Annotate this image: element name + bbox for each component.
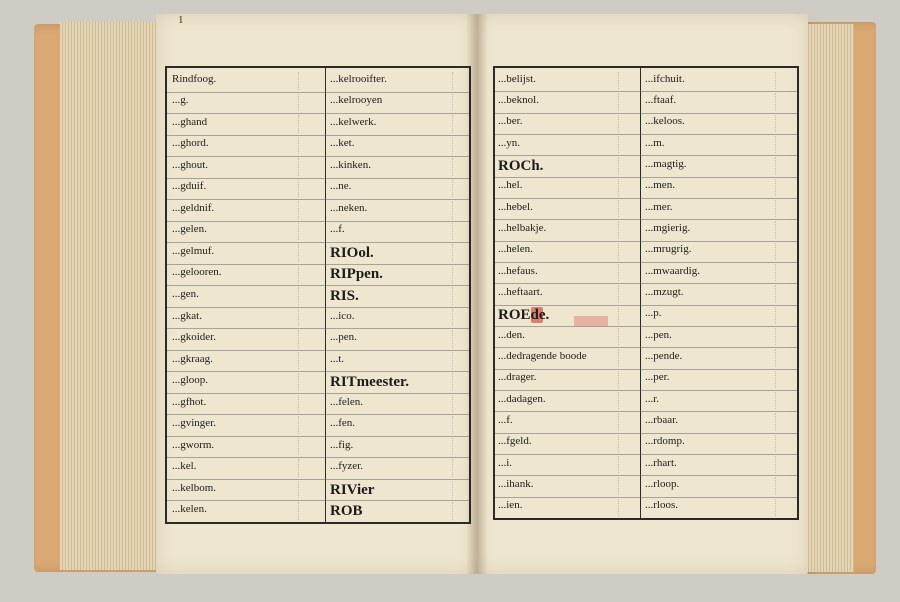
japanese-gloss-mark xyxy=(618,349,633,366)
japanese-gloss-mark xyxy=(452,502,467,520)
dictionary-entry: ROB xyxy=(330,503,363,520)
japanese-gloss-mark xyxy=(618,179,633,196)
japanese-gloss-mark xyxy=(618,392,633,409)
japanese-gloss-mark xyxy=(618,371,633,388)
row-rule xyxy=(167,307,469,308)
row-rule xyxy=(167,328,469,329)
japanese-gloss-mark xyxy=(618,413,633,430)
japanese-gloss-mark xyxy=(298,330,313,348)
dictionary-entry: ...helbakje. xyxy=(498,222,547,234)
row-rule xyxy=(495,305,797,306)
japanese-gloss-mark xyxy=(298,72,313,90)
dictionary-entry: ...ihank. xyxy=(498,478,534,490)
dictionary-entry: ...gworm. xyxy=(172,438,215,451)
page-number: 1 xyxy=(178,14,184,26)
japanese-gloss-mark xyxy=(775,72,790,89)
japanese-gloss-mark xyxy=(775,499,790,516)
dictionary-entry: ...geldnif. xyxy=(172,201,215,214)
japanese-gloss-mark xyxy=(452,115,467,133)
row-rule xyxy=(167,371,469,372)
japanese-gloss-mark xyxy=(452,373,467,391)
japanese-gloss-mark xyxy=(452,352,467,370)
dictionary-entry: ...rhart. xyxy=(645,456,677,469)
row-rule xyxy=(495,411,797,412)
row-rule xyxy=(495,177,797,178)
dictionary-entry: ...pen. xyxy=(330,331,357,344)
dictionary-entry: ...mzugt. xyxy=(645,286,684,298)
row-rule xyxy=(495,219,797,220)
dictionary-entry: ...t. xyxy=(330,352,345,365)
japanese-gloss-mark xyxy=(618,477,633,494)
japanese-gloss-mark xyxy=(298,137,313,155)
row-rule xyxy=(495,113,797,114)
japanese-gloss-mark xyxy=(298,373,313,391)
dictionary-entry: ...rbaar. xyxy=(645,414,678,426)
japanese-gloss-mark xyxy=(775,477,790,494)
dictionary-entry: ...ket. xyxy=(330,137,355,150)
dictionary-entry: ...ghand xyxy=(172,115,208,128)
dictionary-entry: ...keloos. xyxy=(645,115,685,128)
japanese-gloss-mark xyxy=(775,456,790,473)
japanese-gloss-mark xyxy=(298,244,313,262)
dictionary-entry: ...kelrooifter. xyxy=(330,72,387,85)
japanese-gloss-mark xyxy=(452,266,467,284)
dictionary-entry: ...ne. xyxy=(330,180,352,193)
japanese-gloss-mark xyxy=(298,223,313,241)
dictionary-entry: ...gkat. xyxy=(172,309,202,322)
dictionary-entry: ...gen. xyxy=(172,288,199,300)
dictionary-entry: ROEde. xyxy=(498,307,550,324)
dictionary-entry: ...r. xyxy=(645,392,660,405)
dictionary-entry: ...mer. xyxy=(645,200,673,213)
japanese-gloss-mark xyxy=(452,287,467,305)
row-rule xyxy=(167,457,469,458)
page-edges-right xyxy=(806,24,854,572)
japanese-gloss-mark xyxy=(775,349,790,366)
row-rule xyxy=(495,155,797,156)
dictionary-entry: ...ifchuit. xyxy=(645,72,685,85)
dictionary-entry: ...gkoider. xyxy=(172,331,216,344)
dictionary-entry: ...ico. xyxy=(330,309,355,322)
row-rule xyxy=(167,113,469,114)
japanese-gloss-mark xyxy=(618,435,633,452)
japanese-gloss-mark xyxy=(298,502,313,520)
row-rule xyxy=(167,178,469,179)
dictionary-entry: ...pen. xyxy=(645,328,672,341)
japanese-gloss-mark xyxy=(775,371,790,388)
row-rule xyxy=(495,262,797,263)
dictionary-entry: ...hefaus. xyxy=(498,264,538,277)
japanese-gloss-mark xyxy=(618,115,633,132)
row-rule xyxy=(167,393,469,394)
dictionary-entry: ...belijst. xyxy=(498,72,536,85)
dictionary-entry: ...neken. xyxy=(330,201,368,214)
japanese-gloss-mark xyxy=(618,72,633,89)
dictionary-entry: ...yn. xyxy=(498,136,520,149)
japanese-gloss-mark xyxy=(618,264,633,281)
row-rule xyxy=(167,135,469,136)
japanese-gloss-mark xyxy=(298,94,313,112)
japanese-gloss-mark xyxy=(452,416,467,434)
row-rule xyxy=(495,454,797,455)
japanese-gloss-mark xyxy=(452,309,467,327)
japanese-gloss-mark xyxy=(775,307,790,324)
dictionary-entry: ...men. xyxy=(645,179,675,192)
dictionary-entry: ...ghord. xyxy=(172,137,209,150)
dictionary-entry: ...dadagen. xyxy=(498,392,546,405)
dictionary-entry: ...f. xyxy=(330,223,345,236)
row-rule xyxy=(167,242,469,243)
dictionary-entry: ...ien. xyxy=(498,499,523,512)
dictionary-entry: ...rloop. xyxy=(645,478,680,490)
dictionary-entry: ...fgeld. xyxy=(498,435,532,448)
row-rule xyxy=(495,241,797,242)
japanese-gloss-mark xyxy=(618,200,633,217)
red-seal-mark-small xyxy=(574,316,608,326)
japanese-gloss-mark xyxy=(452,137,467,155)
japanese-gloss-mark xyxy=(775,115,790,132)
dictionary-entry: ...rloos. xyxy=(645,499,678,512)
japanese-gloss-mark xyxy=(298,287,313,305)
dictionary-entry: ...p. xyxy=(645,307,662,320)
japanese-gloss-mark xyxy=(618,285,633,302)
japanese-gloss-mark xyxy=(452,395,467,413)
dictionary-entry: ...kelbom. xyxy=(172,481,216,494)
japanese-gloss-mark xyxy=(775,179,790,196)
page-edges-left xyxy=(60,22,160,570)
japanese-gloss-mark xyxy=(298,395,313,413)
japanese-gloss-mark xyxy=(452,459,467,477)
dictionary-entry: ...mgierig. xyxy=(645,222,691,234)
dictionary-entry: ...g. xyxy=(172,94,189,107)
dictionary-entry: ...fig. xyxy=(330,438,354,451)
row-rule xyxy=(495,283,797,284)
dictionary-entry: Rindfoog. xyxy=(172,72,217,85)
japanese-gloss-mark xyxy=(618,456,633,473)
dictionary-entry: ...rdomp. xyxy=(645,435,685,448)
row-rule xyxy=(495,369,797,370)
japanese-gloss-mark xyxy=(618,243,633,260)
japanese-gloss-mark xyxy=(298,180,313,198)
japanese-gloss-mark xyxy=(775,157,790,174)
japanese-gloss-mark xyxy=(775,328,790,345)
dictionary-entry: ...gvinger. xyxy=(172,417,216,430)
japanese-gloss-mark xyxy=(775,93,790,110)
row-rule xyxy=(167,264,469,265)
japanese-gloss-mark xyxy=(775,200,790,217)
row-rule xyxy=(495,326,797,327)
japanese-gloss-mark xyxy=(618,499,633,516)
dictionary-entry: RIS. xyxy=(330,288,359,304)
dictionary-entry: ...m. xyxy=(645,136,665,149)
row-rule xyxy=(495,198,797,199)
dictionary-entry: ...helen. xyxy=(498,243,533,256)
dictionary-entry: ...mrugrig. xyxy=(645,243,692,256)
japanese-gloss-mark xyxy=(775,243,790,260)
dictionary-entry: ...hel. xyxy=(498,179,523,192)
japanese-gloss-mark xyxy=(298,438,313,456)
japanese-gloss-mark xyxy=(775,435,790,452)
row-rule xyxy=(167,199,469,200)
row-rule xyxy=(495,91,797,92)
japanese-gloss-mark xyxy=(618,307,633,324)
dictionary-entry: ...kelrooyen xyxy=(330,94,383,107)
row-rule xyxy=(495,134,797,135)
japanese-gloss-mark xyxy=(775,221,790,238)
japanese-gloss-mark xyxy=(452,158,467,176)
row-rule xyxy=(167,221,469,222)
japanese-gloss-mark xyxy=(298,459,313,477)
dictionary-entry: ROCh. xyxy=(498,158,544,174)
dictionary-entry: RIOol. xyxy=(330,244,374,261)
japanese-gloss-mark xyxy=(775,285,790,302)
row-rule xyxy=(167,414,469,415)
japanese-gloss-mark xyxy=(775,264,790,281)
dictionary-entry: ...fen. xyxy=(330,417,356,430)
row-rule xyxy=(167,156,469,157)
japanese-gloss-mark xyxy=(618,221,633,238)
dictionary-entry: ...heftaart. xyxy=(498,286,543,298)
dictionary-entry: ...drager. xyxy=(498,371,537,384)
dictionary-entry: ...gloop. xyxy=(172,374,209,387)
japanese-gloss-mark xyxy=(618,157,633,174)
japanese-gloss-mark xyxy=(452,72,467,90)
japanese-gloss-mark xyxy=(298,481,313,499)
japanese-gloss-mark xyxy=(618,93,633,110)
japanese-gloss-mark xyxy=(452,438,467,456)
dictionary-entry: RIVier xyxy=(330,481,375,498)
row-rule xyxy=(167,479,469,480)
japanese-gloss-mark xyxy=(298,309,313,327)
dictionary-entry: ...gelooren. xyxy=(172,266,222,279)
dictionary-entry: ...ber. xyxy=(498,115,523,128)
row-rule xyxy=(495,433,797,434)
japanese-gloss-mark xyxy=(452,201,467,219)
dictionary-entry: ...magtig. xyxy=(645,158,687,170)
japanese-gloss-mark xyxy=(298,352,313,370)
dictionary-entry: ...kelwerk. xyxy=(330,115,377,128)
dictionary-entry: ...gfhot. xyxy=(172,395,207,408)
japanese-gloss-mark xyxy=(298,201,313,219)
japanese-gloss-mark xyxy=(298,416,313,434)
row-rule xyxy=(495,347,797,348)
japanese-gloss-mark xyxy=(618,328,633,345)
japanese-gloss-mark xyxy=(452,481,467,499)
row-rule xyxy=(495,390,797,391)
dictionary-entry: ...ghout. xyxy=(172,158,209,171)
japanese-gloss-mark xyxy=(618,136,633,153)
japanese-gloss-mark xyxy=(775,392,790,409)
dictionary-entry: ...beknol. xyxy=(498,94,539,106)
japanese-gloss-mark xyxy=(452,223,467,241)
dictionary-entry: RIPpen. xyxy=(330,266,383,283)
dictionary-entry: ...fyzer. xyxy=(330,460,363,473)
dictionary-entry: ...f. xyxy=(498,414,513,426)
dictionary-entry: ...hebel. xyxy=(498,200,533,213)
row-rule xyxy=(167,285,469,286)
dictionary-entry: ...ftaaf. xyxy=(645,94,677,106)
row-rule xyxy=(495,497,797,498)
dictionary-entry: ...per. xyxy=(645,371,670,384)
dictionary-entry: ...gkraag. xyxy=(172,352,213,365)
dictionary-entry: ...kinken. xyxy=(330,158,371,171)
row-rule xyxy=(167,92,469,93)
japanese-gloss-mark xyxy=(298,158,313,176)
japanese-gloss-mark xyxy=(452,330,467,348)
dictionary-entry: ...pende. xyxy=(645,350,683,362)
dictionary-entry: ...felen. xyxy=(330,395,363,408)
dictionary-entry: ...dedragende boode xyxy=(498,350,587,362)
japanese-gloss-mark xyxy=(775,413,790,430)
japanese-gloss-mark xyxy=(298,266,313,284)
dictionary-entry: ...gelmuf. xyxy=(172,244,215,257)
dictionary-entry: ...i. xyxy=(498,456,513,469)
japanese-gloss-mark xyxy=(775,136,790,153)
japanese-gloss-mark xyxy=(452,180,467,198)
japanese-gloss-mark xyxy=(452,94,467,112)
dictionary-entry: ...kelen. xyxy=(172,503,207,516)
dictionary-entry: ...den. xyxy=(498,328,525,341)
dictionary-entry: ...gelen. xyxy=(172,223,207,236)
dictionary-entry: ...gduif. xyxy=(172,180,207,193)
dictionary-entry: ...kel. xyxy=(172,460,197,473)
row-rule xyxy=(167,500,469,501)
japanese-gloss-mark xyxy=(298,115,313,133)
row-rule xyxy=(495,475,797,476)
japanese-gloss-mark xyxy=(452,244,467,262)
dictionary-entry: ...mwaardig. xyxy=(645,264,700,277)
row-rule xyxy=(167,436,469,437)
row-rule xyxy=(167,350,469,351)
dictionary-entry: RITmeester. xyxy=(330,374,410,391)
